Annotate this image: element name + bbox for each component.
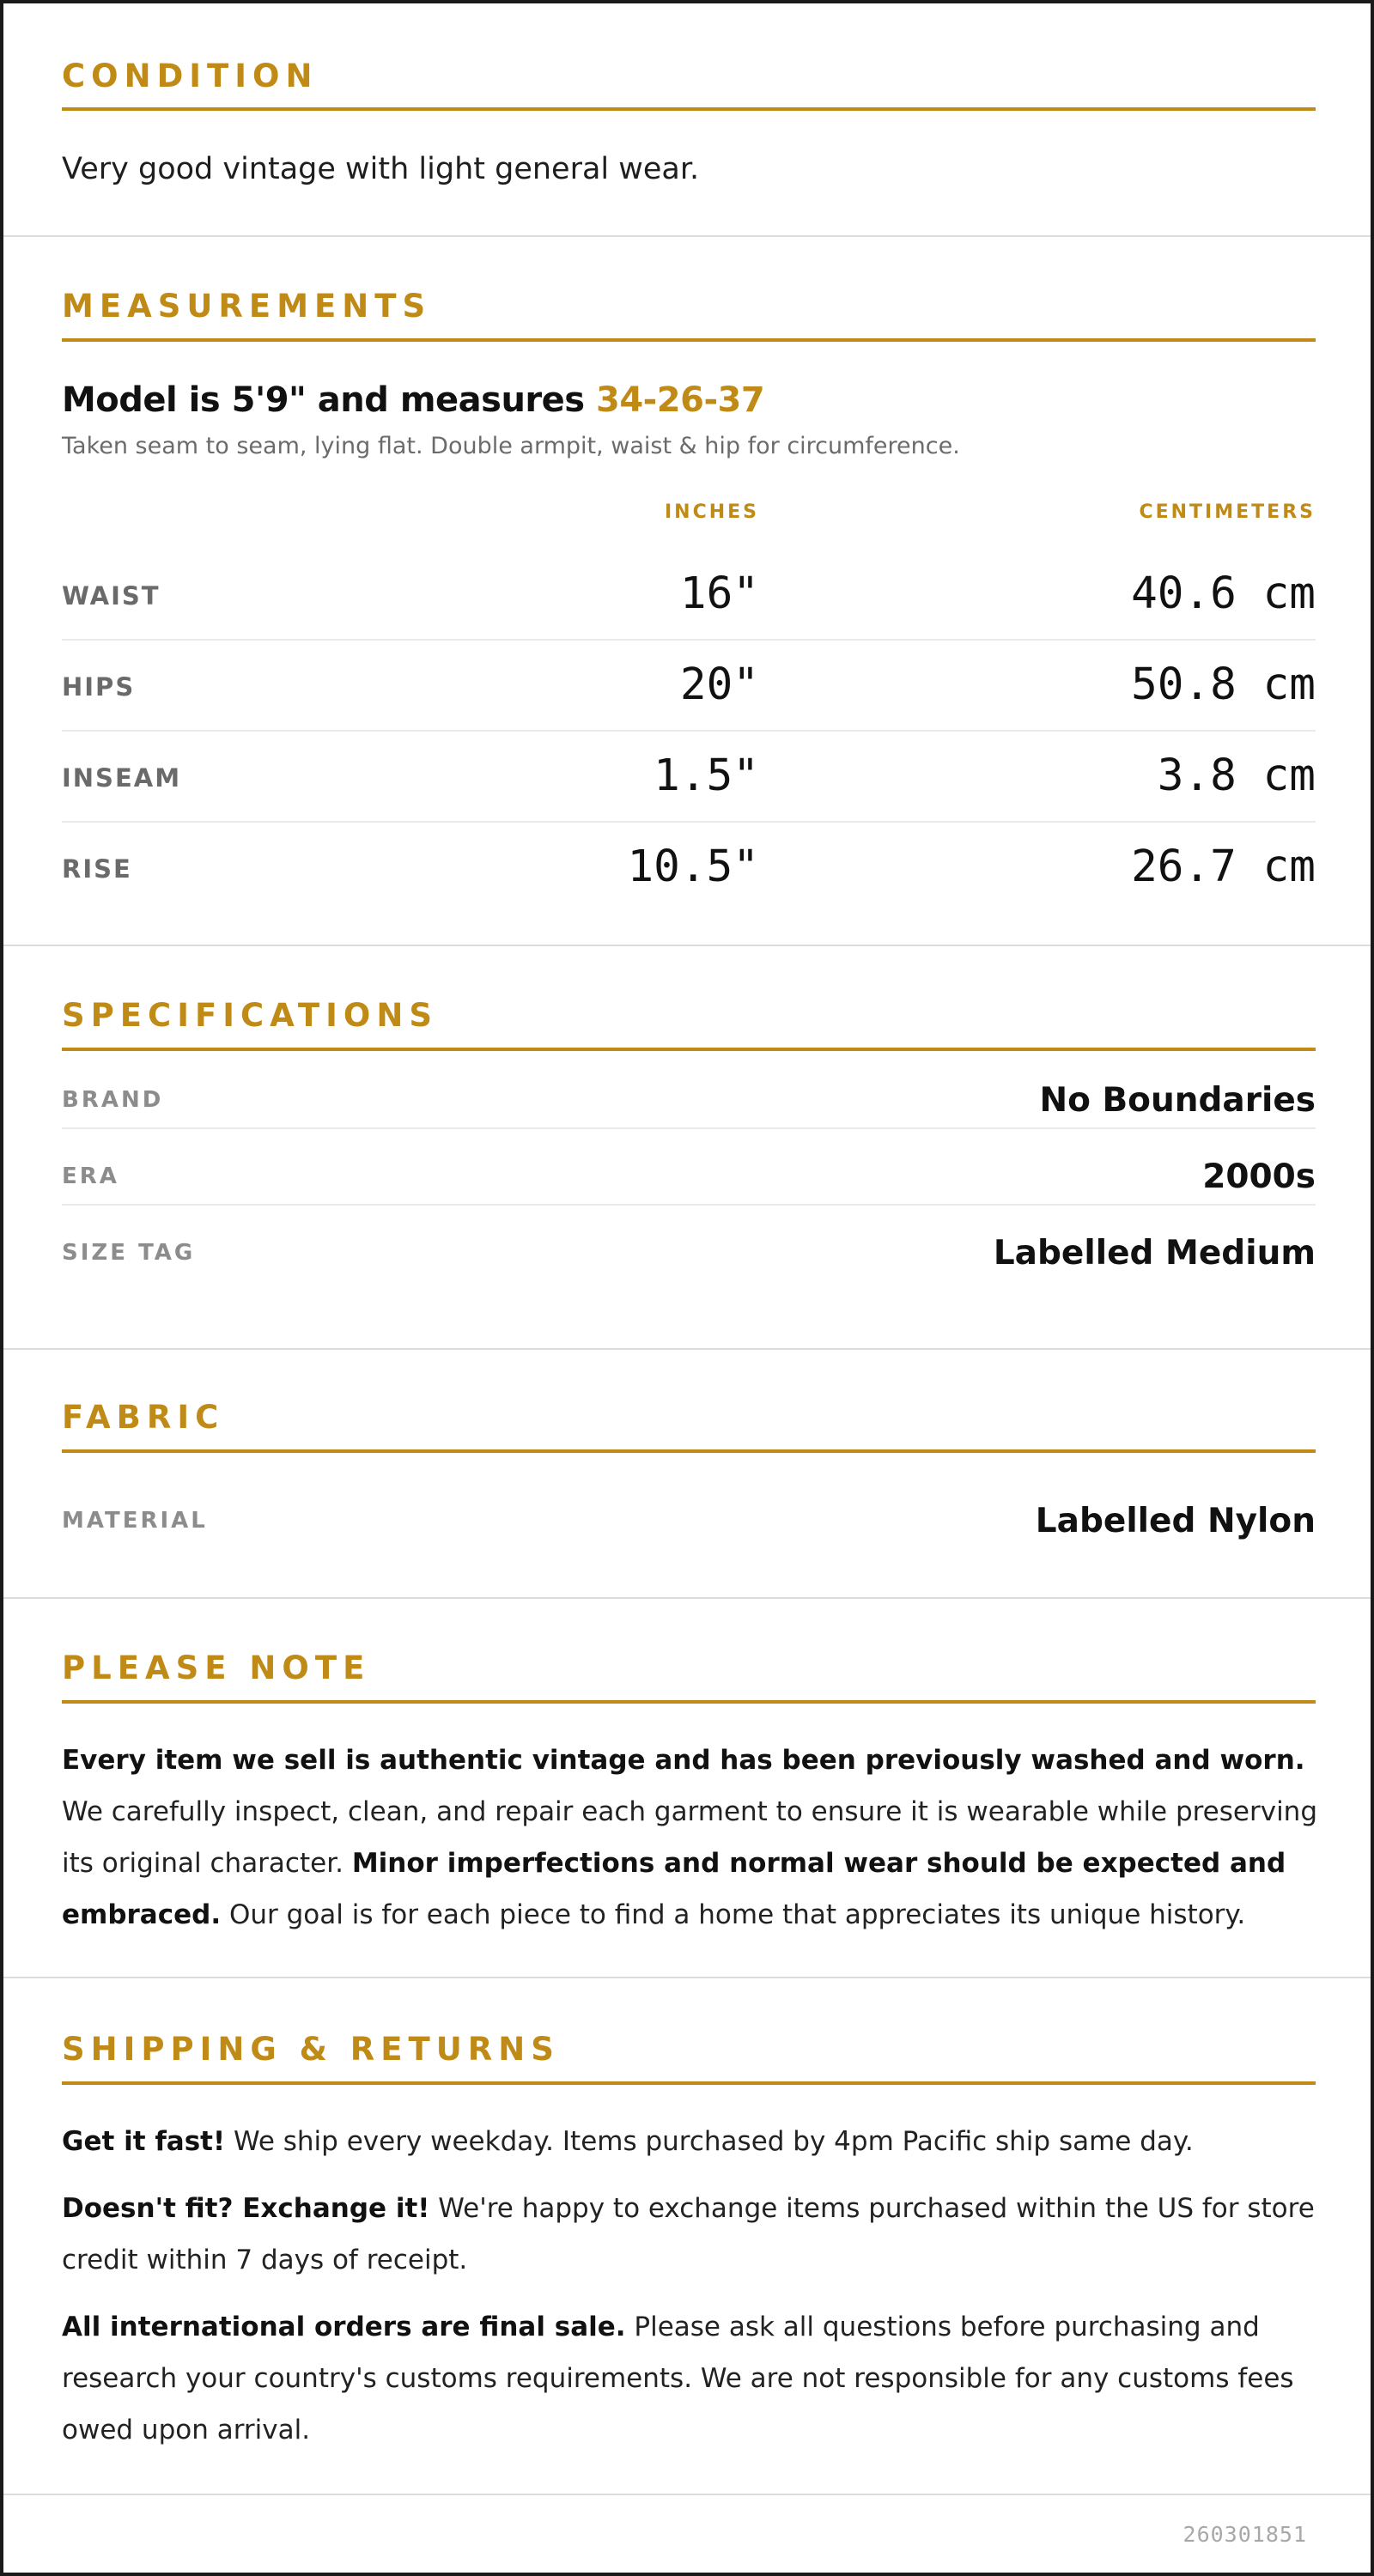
col-head-cm: CENTIMETERS [1139,501,1316,523]
measure-row-waist [62,550,1316,641]
measure-inches: 10.5" [627,841,759,892]
measure-inches: 20" [679,659,759,710]
model-measures-value: 34-26-37 [596,380,765,420]
measure-cm: 26.7 cm [1131,841,1316,892]
measurements-rule [62,338,1316,342]
fabric-label: MATERIAL [62,1508,208,1534]
spec-value: Labelled Medium [993,1234,1316,1273]
condition-rule [62,107,1316,111]
note-bold-1: Every item we sell is authentic vintage and has been previously washed and worn. [62,1745,1305,1776]
shipping-para-fast [62,2116,1324,2167]
fabric-title: FABRIC [62,1399,225,1436]
measurements-section [3,237,1371,946]
condition-title: CONDITION [62,58,319,94]
condition-text: Very good vintage with light general wear. [62,152,700,186]
shipping-rule [62,2081,1316,2085]
condition-section [3,3,1371,237]
note-text-2: Our goal is for each piece to find a home that appreciates its unique history. [221,1899,1246,1930]
specifications-section [3,946,1371,1350]
shipping-bold-1: Get it fast! [62,2126,226,2157]
product-id: 260301851 [1182,2522,1307,2547]
measure-inches: 16" [679,568,759,619]
measure-label: WAIST [62,581,161,611]
shipping-text-3: Please ask all questions before purchasing and research your country's customs requirements. We are not responsible for any customs fees owed upon arrival. [62,2312,1294,2445]
measure-label: HIPS [62,672,136,702]
measure-cm: 50.8 cm [1131,659,1316,710]
specifications-title: SPECIFICATIONS [62,997,438,1034]
spec-row-size-tag [62,1206,1316,1282]
shipping-para-international [62,2301,1324,2456]
measurements-subtitle: Taken seam to seam, lying flat. Double armpit, waist & hip for circumference. [62,433,960,459]
fabric-section [3,1350,1371,1599]
measure-cm: 3.8 cm [1157,750,1316,801]
col-head-inches: INCHES [664,501,759,523]
measure-row-inseam [62,732,1316,823]
shipping-text-1: We ship every weekday. Items purchased by 4pm Pacific ship same day. [225,2126,1194,2157]
spec-label: SIZE TAG [62,1240,196,1266]
shipping-section [3,1978,1371,2495]
measure-label: INSEAM [62,763,182,793]
spec-row-brand [62,1053,1316,1129]
spec-label: ERA [62,1163,119,1189]
shipping-para-exchange [62,2183,1324,2286]
fabric-rule [62,1449,1316,1453]
note-text-1: We carefully inspect, clean, and repair each garment to ensure it is wearable while preserving its original character. [62,1796,1318,1879]
measure-row-hips [62,641,1316,732]
spec-value: 2000s [1202,1157,1316,1196]
please-note-text [62,1735,1324,1941]
measure-cm: 40.6 cm [1131,568,1316,619]
measurements-title: MEASUREMENTS [62,288,432,325]
please-note-rule [62,1700,1316,1704]
spec-value: No Boundaries [1039,1081,1316,1120]
model-measures-line [62,380,765,420]
fabric-value: Labelled Nylon [1035,1502,1316,1540]
note-bold-2: Minor imperfections and normal wear should be expected and embraced. [62,1848,1286,1930]
shipping-bold-3: All international orders are final sale. [62,2312,626,2342]
shipping-title: SHIPPING & RETURNS [62,2031,560,2068]
spec-label: BRAND [62,1087,164,1113]
shipping-text-2: We're happy to exchange items purchased within the US for store credit within 7 days of receipt. [62,2193,1315,2275]
please-note-section [3,1599,1371,1978]
specifications-rule [62,1048,1316,1051]
measure-row-rise [62,823,1316,914]
fabric-row-material [62,1456,1316,1540]
measure-inches: 1.5" [654,750,759,801]
model-prefix: Model is 5'9" and measures [62,380,597,420]
shipping-bold-2: Doesn't fit? Exchange it! [62,2193,430,2224]
measure-label: RISE [62,854,132,884]
spec-row-era [62,1129,1316,1206]
please-note-title: PLEASE NOTE [62,1649,371,1686]
